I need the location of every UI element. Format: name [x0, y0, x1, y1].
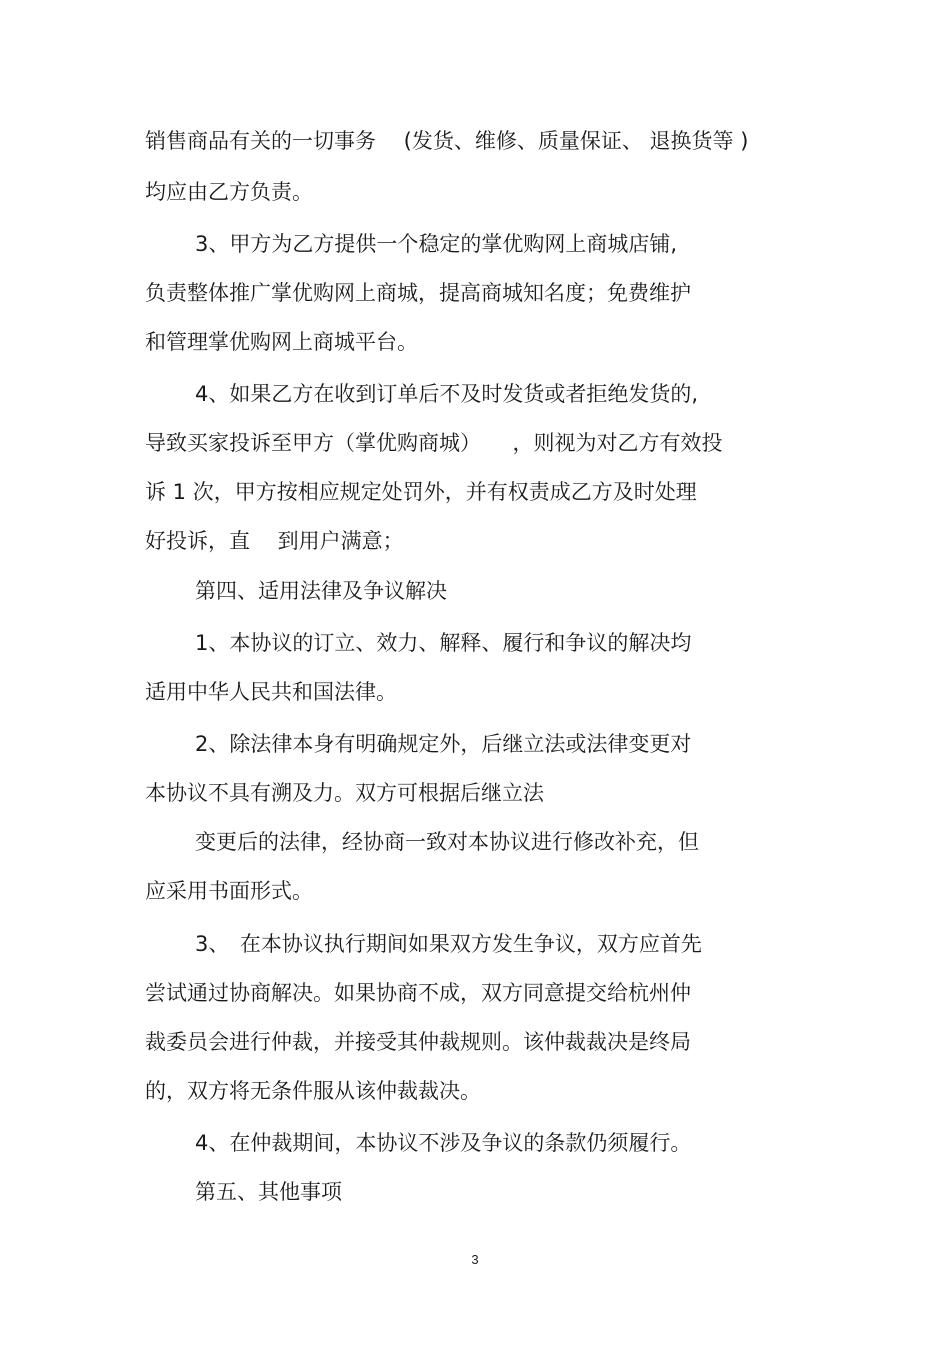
text-line: 应采用书面形式。	[145, 879, 313, 903]
text-line: 4、在仲裁期间，本协议不涉及争议的条款仍须履行。	[195, 1131, 692, 1155]
text-line: 1、本协议的订立、效力、解释、履行和争议的解决均	[195, 631, 692, 655]
text-line: 尝试通过协商解决。如果协商不成，双方同意提交给杭州仲	[145, 981, 691, 1005]
text-line: 3、 在本协议执行期间如果双方发生争议，双方应首先	[195, 932, 702, 956]
text-line: 3、甲方为乙方提供一个稳定的掌优购网上商城店铺,	[195, 232, 678, 256]
text-line: 均应由乙方负责。	[145, 180, 313, 204]
page-number: 3	[471, 1252, 479, 1267]
text-line: 适用中华人民共和国法律。	[145, 680, 397, 704]
text-line: 的，双方将无条件服从该仲裁裁决。	[145, 1079, 481, 1103]
text-line: 2、除法律本身有明确规定外，后继立法或法律变更对	[195, 732, 692, 756]
text-line: 4、如果乙方在收到订单后不及时发货或者拒绝发货的,	[195, 382, 699, 406]
text-line: 导致买家投诉至甲方（掌优购商城） ，则视为对乙方有效投	[145, 431, 723, 455]
text-line: 诉 1 次，甲方按相应规定处罚外，并有权责成乙方及时处理	[145, 480, 697, 504]
text-line: 好投诉，直 到用户满意；	[145, 529, 404, 553]
text-line: 和管理掌优购网上商城平台。	[145, 330, 418, 354]
text-line: 负责整体推广掌优购网上商城，提高商城知名度；免费维护	[145, 281, 691, 305]
text-line: 销售商品有关的一切事务 (发货、维修、质量保证、 退换货等 )	[145, 129, 749, 153]
section-heading: 第四、适用法律及争议解决	[195, 579, 447, 603]
section-heading: 第五、其他事项	[195, 1180, 342, 1204]
text-line: 变更后的法律，经协商一致对本协议进行修改补充，但	[195, 830, 699, 854]
text-line: 裁委员会进行仲裁，并接受其仲裁规则。该仲裁裁决是终局	[145, 1030, 691, 1054]
text-line: 本协议不具有溯及力。双方可根据后继立法	[145, 781, 544, 805]
